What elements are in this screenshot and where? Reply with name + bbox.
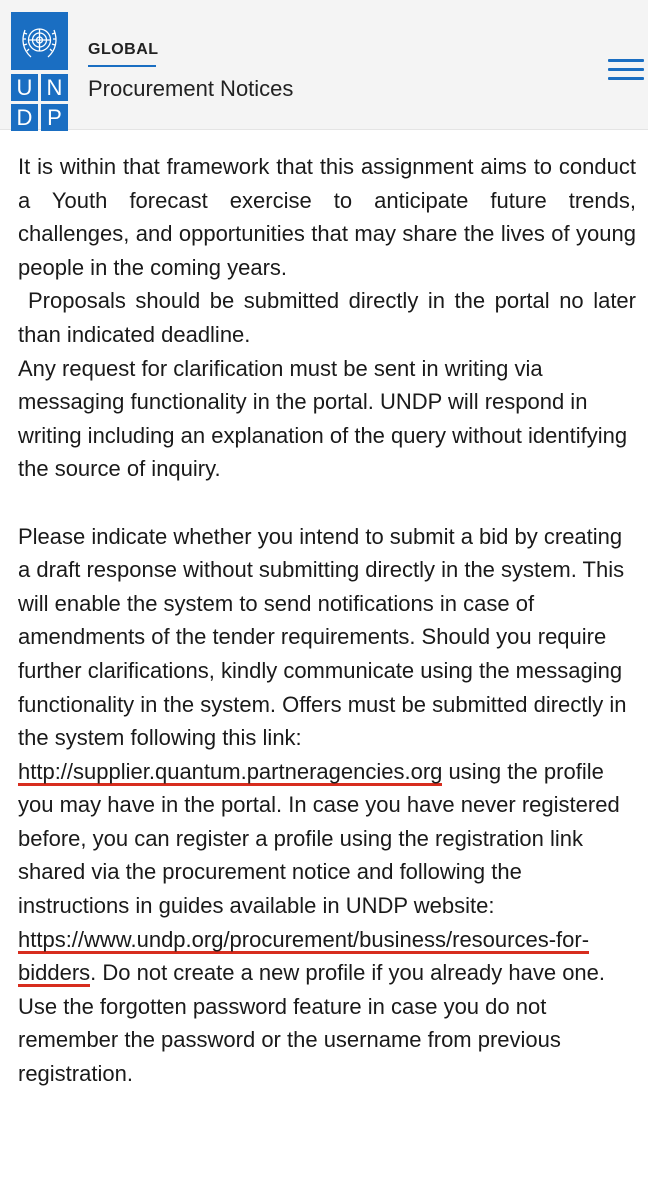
paragraph-submission: Proposals should be submitted directly in the portal no later than indicated deadline. bbox=[18, 288, 636, 347]
site-header bbox=[0, 0, 648, 130]
logo-letter-p: P bbox=[41, 104, 68, 131]
menu-bar-bottom bbox=[608, 77, 644, 80]
supplier-portal-link[interactable]: http://supplier.quantum.partneragencies.org bbox=[18, 758, 443, 784]
instructions-text-1: Please indicate whether you intend to submit a bid by creating a draft response without submitting directly in the system. This will enable the system to send notifications in case of amendments of the tender requirements. Should you require further clarifications, kindly communicate using the messaging functionality in the system. Offers must be submitted directly in the system following this link: bbox=[18, 523, 627, 751]
paragraph-framework: It is within that framework that this assignment aims to conduct a Youth forecast exercise to anticipate future trends, challenges, and opportunities that may share the lives of young people in the coming years. bbox=[18, 154, 636, 280]
un-emblem-svg bbox=[11, 12, 68, 70]
hamburger-icon[interactable] bbox=[608, 55, 644, 85]
logo-letter-u: U bbox=[11, 74, 38, 101]
page-title[interactable]: Procurement Notices bbox=[88, 76, 294, 101]
region-label[interactable]: GLOBAL bbox=[88, 41, 159, 58]
notice-body bbox=[18, 150, 636, 1091]
undp-logo[interactable] bbox=[11, 12, 68, 128]
menu-bar-top bbox=[608, 59, 644, 62]
resources-for-bidders-link[interactable]: https://www.undp.org/procurement/business/resources-for-bidders bbox=[18, 926, 590, 986]
paragraph-clarification: Any request for clarification must be sent in writing via messaging functionality in the portal. UNDP will respond in writing including an explanation of the query without identifying the source of inquiry. bbox=[18, 355, 628, 482]
logo-letter-d: D bbox=[11, 104, 38, 131]
instructions-text-2: using the profile you may have in the portal. In case you have never registered before, you can register a profile using the registration link shared via the procurement notice and following the instructions in guides available in UNDP website: bbox=[18, 758, 620, 919]
paragraph-spacer bbox=[18, 486, 636, 520]
logo-letter-n: N bbox=[41, 74, 68, 101]
instructions-text-3: . Do not create a new profile if you already have one. Use the forgotten password feature in case you do not remember the password or the username from previous registration. bbox=[18, 960, 606, 1087]
region-underline bbox=[88, 65, 156, 67]
paragraph-instructions bbox=[18, 520, 636, 1091]
menu-bar-middle bbox=[608, 68, 644, 71]
un-emblem-icon bbox=[11, 12, 68, 70]
